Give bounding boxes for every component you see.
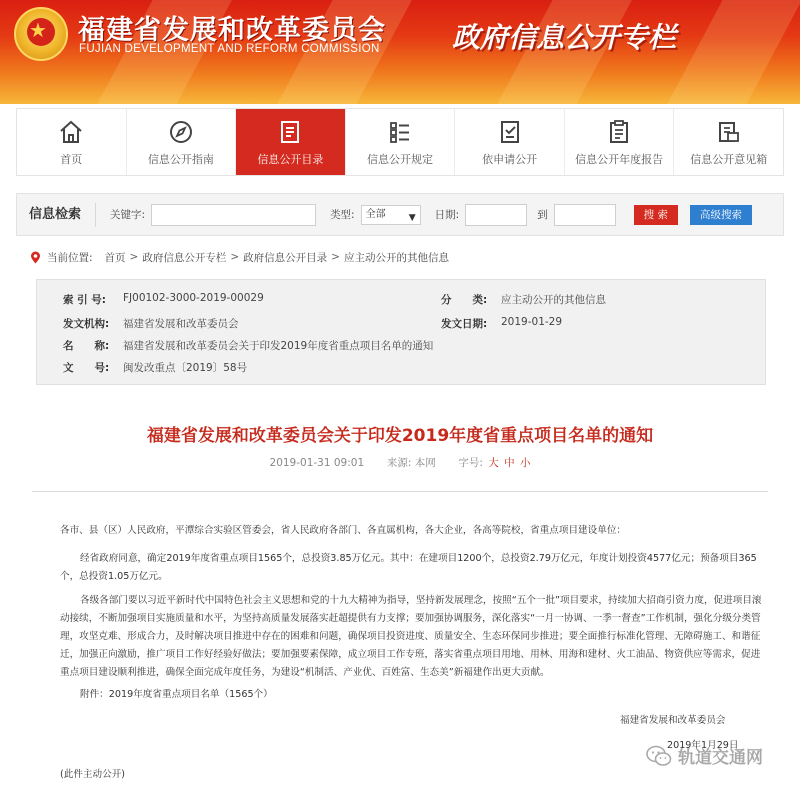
nav-item-rules[interactable]: [346, 109, 456, 175]
fontsize-large-button[interactable]: 大: [488, 457, 499, 469]
date-to-input[interactable]: [554, 204, 616, 226]
wechat-icon: [646, 745, 672, 767]
org-name-cn: 福建省发展和改革委员会: [78, 15, 386, 46]
date-from-input[interactable]: [465, 204, 527, 226]
breadcrumb: 当前位置: 首页 > 政府信息公开专栏 > 政府信息公开目录 > 应主动公开的其他信息: [16, 247, 784, 267]
requirements-paragraph: 各级各部门要以习近平新时代中国特色社会主义思想和党的十九大精神为指导，坚持新发展理念，按照“五个一批”项目要求，持续加大招商引资力度，促进项目滚动接续，不断加强项目实施质量和水平，为坚持高质量发展落实赶超提供有力支撑；要加强协调服务，深化落实“一月一协调、一季一督查”工作机制，强化分级分类管理，攻坚克难、形成合力，及时解决项目推进中存在的困难和问题，确保项目投资进度、质量安全、生态环保同步推进；要全面推行标准化管理、无障碍施工、和谐征迁，加强正向激励，推广项目工作好经验好做法；要加强要素保障，成立项目工作专班，落实省重点项目用地、用林、用海和建材、火工油品、物资供应等需求，促进重点项目建设顺利推进，确保全面完成年度任务，为建设“机制活、产业优、百姓富、生态美”新福建作出更大贡献。: [60, 595, 762, 678]
signature-org: 福建省发展和改革委员会: [620, 715, 726, 726]
article-datetime: 2019-01-31 09:01: [269, 457, 365, 469]
breadcrumb-catalog[interactable]: 政府信息公开目录: [243, 251, 328, 264]
date-value: 2019-01-29: [501, 316, 563, 328]
index-label: 索 引 号:: [63, 294, 107, 306]
index-value: FJ00102-3000-2019-00029: [123, 292, 264, 304]
source-value: 本网: [414, 457, 436, 469]
nav-label: 信息公开年度报告: [575, 152, 664, 166]
doc-number-value: 闽发改重点〔2019〕58号: [123, 362, 248, 374]
fontsize-medium-button[interactable]: 中: [504, 457, 515, 469]
nav-label: 信息公开指南: [147, 152, 214, 166]
report-icon: [605, 118, 633, 146]
nav-item-apply[interactable]: [455, 109, 565, 175]
nav-item-guide[interactable]: [127, 109, 237, 175]
attachment-link[interactable]: 附件：2019年度省重点项目名单（1565个）: [80, 689, 273, 700]
summary-paragraph: 经省政府同意，确定2019年度省重点项目1565个，总投资3.85万亿元。其中：在建项目1200个，总投资2.79万亿元，年度计划投资4577亿元；预备项目365个，总投资1.05万亿元。: [60, 553, 757, 582]
compass-icon: [167, 118, 195, 146]
date-to-label: 到: [537, 209, 548, 221]
keyword-label: 关键字:: [110, 209, 146, 221]
main-nav: [16, 108, 784, 176]
divider: [32, 491, 768, 492]
addressee-paragraph: 各市、县（区）人民政府，平潭综合实验区管委会，省人民政府各部门、各直属机构，各大企业，各高等院校，省重点项目建设单位：: [60, 525, 627, 536]
header-banner: [0, 0, 800, 104]
date-label: 发文日期:: [441, 318, 488, 330]
national-emblem-icon: ★: [14, 7, 68, 61]
public-note: (此件主动公开): [60, 769, 126, 780]
breadcrumb-prefix: 当前位置:: [47, 251, 93, 264]
search-bar: [16, 193, 784, 236]
breadcrumb-home[interactable]: 首页: [104, 251, 126, 264]
chevron-down-icon: ▼: [408, 212, 416, 223]
nav-label: 首页: [60, 152, 83, 166]
watermark-text: 轨道交通网: [678, 748, 763, 768]
name-value: 福建省发展和改革委员会关于印发2019年度省重点项目名单的通知: [123, 340, 434, 352]
nav-item-mailbox[interactable]: [674, 109, 783, 175]
type-select[interactable]: [361, 205, 421, 225]
catalog-icon: [276, 118, 304, 146]
source-label: 来源:: [386, 457, 412, 469]
article-info: [0, 455, 800, 470]
date-label: 日期:: [434, 209, 460, 221]
nav-label: 信息公开意见箱: [690, 152, 768, 166]
category-value: 应主动公开的其他信息: [501, 294, 606, 306]
search-button[interactable]: 搜 索: [634, 205, 678, 225]
application-icon: [496, 118, 524, 146]
nav-item-annual-report[interactable]: [565, 109, 675, 175]
nav-item-home[interactable]: [17, 109, 127, 175]
publisher-label: 发文机构:: [63, 318, 110, 330]
breadcrumb-current[interactable]: 应主动公开的其他信息: [343, 251, 449, 264]
nav-item-catalog[interactable]: [236, 109, 346, 175]
search-title: 信息检索: [17, 203, 96, 227]
watermark: [646, 743, 763, 768]
column-title: 政府信息公开专栏: [452, 21, 677, 54]
nav-label: 信息公开目录: [257, 152, 324, 166]
type-selected-value: 全部: [365, 208, 386, 220]
mailbox-icon: [715, 118, 743, 146]
advanced-search-button[interactable]: 高级搜索: [690, 205, 752, 225]
nav-label: 信息公开规定: [367, 152, 434, 166]
breadcrumb-column[interactable]: 政府信息公开专栏: [142, 251, 227, 264]
list-icon: [386, 118, 414, 146]
doc-number-label: 文 号:: [63, 362, 110, 374]
nav-label: 依申请公开: [482, 152, 538, 166]
location-pin-icon: [30, 251, 41, 264]
category-label: 分 类:: [441, 294, 488, 306]
publisher-value: 福建省发展和改革委员会: [123, 318, 239, 330]
article-title: 福建省发展和改革委员会关于印发2019年度省重点项目名单的通知: [146, 426, 654, 446]
type-label: 类型:: [330, 209, 355, 221]
signature-date: 2019年1月29日: [667, 740, 739, 751]
fontsize-label: 字号:: [458, 457, 483, 469]
document-metadata: [36, 279, 766, 385]
home-icon: [57, 118, 85, 146]
fontsize-small-button[interactable]: 小: [519, 457, 531, 469]
keyword-input[interactable]: [151, 204, 316, 226]
org-name-en: FUJIAN DEVELOPMENT AND REFORM COMMISSION: [79, 43, 380, 55]
name-label: 名 称:: [63, 340, 110, 352]
